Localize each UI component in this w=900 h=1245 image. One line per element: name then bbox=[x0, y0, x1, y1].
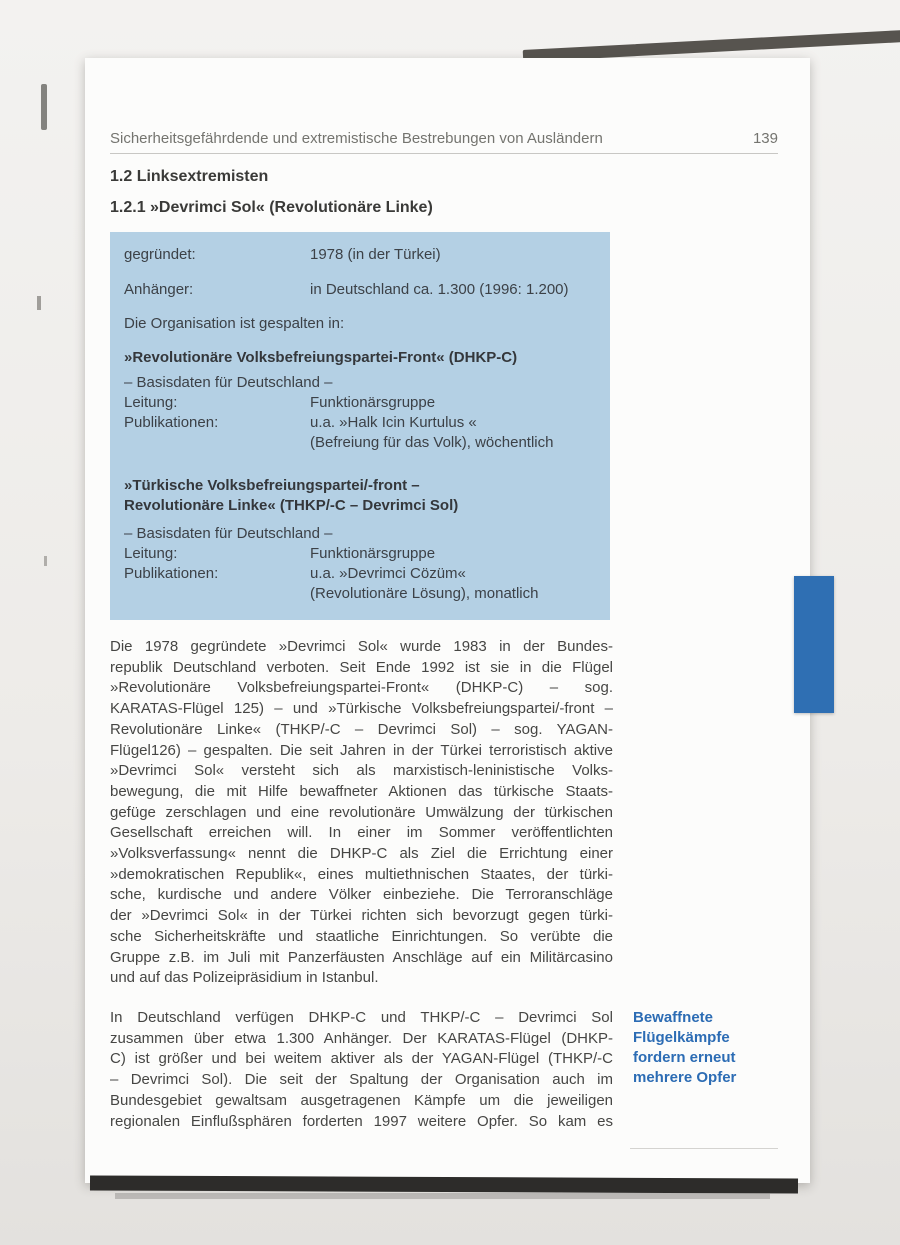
group2-title bbox=[124, 476, 596, 516]
text-line: sche, kurdische und andere Völker einbeziehe. Die Terroranschläge bbox=[110, 886, 613, 904]
text-line: mehrere Opfer bbox=[633, 1069, 737, 1086]
publikationen-value-line: u.a. »Halk Icin Kurtulus « bbox=[310, 414, 477, 431]
group2-title-line2: Revolutionäre Linke« (THKP/-C – Devrimci Sol) bbox=[124, 497, 459, 514]
text-line: und auf das Polizeipräsidium in Istanbul. bbox=[110, 969, 379, 987]
followers-row bbox=[124, 280, 596, 300]
document-page bbox=[85, 58, 810, 1183]
text-line: fordern erneut bbox=[633, 1049, 736, 1066]
page-edge-tab bbox=[794, 576, 834, 713]
scan-edge-bottom-shadow bbox=[115, 1193, 770, 1199]
bottom-rule bbox=[630, 1148, 778, 1149]
group2-title-line1: »Türkische Volksbefreiungspartei/-front – bbox=[124, 477, 420, 494]
publikationen-value-line: u.a. »Devrimci Cözüm« bbox=[310, 565, 466, 582]
scan-artifact bbox=[41, 84, 47, 130]
info-box bbox=[110, 232, 610, 620]
text-line: sche Sicherheitskräfte und staatliche Einrichtungen. So verübte die bbox=[110, 927, 613, 945]
leitung-value: Funktionärsgruppe bbox=[310, 394, 436, 411]
text-line: – Devrimci Sol). Die seit der Spaltung der Organisation auch im bbox=[110, 1071, 613, 1089]
text-line: zusammen über etwa 1.300 Anhänger. Der KARATAS-Flügel (DHKP- bbox=[110, 1029, 613, 1047]
scan-artifact bbox=[44, 556, 47, 566]
followers-label: Anhänger: bbox=[124, 281, 194, 298]
scan-edge-bottom bbox=[90, 1175, 798, 1193]
text-line: regionalen Einflußsphären forderten 1997 weitere Opfer. So kam es bbox=[110, 1112, 613, 1130]
group2-publikationen-row bbox=[124, 564, 596, 604]
founded-label: gegründet: bbox=[124, 246, 196, 263]
text-line: Bundesgebiet gewaltsam ausgetragenen Kämpfe um die jeweiligen bbox=[110, 1091, 613, 1109]
running-header-title: Sicherheitsgefährdende und extremistische Bestrebungen von Ausländern bbox=[110, 130, 603, 147]
publikationen-value-line: (Revolutionäre Lösung), monatlich bbox=[310, 585, 539, 602]
publikationen-value bbox=[310, 564, 596, 604]
founded-row bbox=[124, 245, 596, 265]
body-paragraph-2 bbox=[110, 1008, 613, 1132]
text-line: Bewaffnete bbox=[633, 1009, 714, 1026]
text-line: »Devrimci Sol« versteht sich als marxistisch-leninistische Volks- bbox=[110, 762, 613, 780]
text-line: Gesellschaft erreichen will. In einer im Sommer veröffentlichten bbox=[110, 824, 613, 842]
leitung-value: Funktionärsgruppe bbox=[310, 545, 436, 562]
text-line: In Deutschland verfügen DHKP-C und THKP/-C – Devrimci Sol bbox=[110, 1009, 613, 1026]
text-line: Gruppe z.B. im Juli mit Panzerfäusten Anschläge auf ein Militärcasino bbox=[110, 948, 613, 966]
leitung-label: Leitung: bbox=[124, 545, 178, 562]
publikationen-label: Publikationen: bbox=[124, 414, 219, 431]
text-line: C) ist größer und bei weitem aktiver als der YAGAN-Flügel (THKP/-C bbox=[110, 1050, 613, 1068]
followers-value: in Deutschland ca. 1.300 (1996: 1.200) bbox=[310, 281, 569, 298]
page-number: 139 bbox=[752, 130, 778, 147]
text-line: gefüge zerschlagen und eine revolutionäre Umwälzung der türkischen bbox=[110, 803, 613, 821]
leitung-label: Leitung: bbox=[124, 394, 178, 411]
group1-leitung-row bbox=[124, 393, 596, 413]
group1-title: »Revolutionäre Volksbefreiungspartei-Front« (DHKP-C) bbox=[124, 349, 518, 366]
group1-publikationen-row bbox=[124, 413, 596, 453]
text-line: der »Devrimci Sol« in der Türkei richten sich bevorzugt gegen türki- bbox=[110, 907, 613, 925]
body-paragraph-1 bbox=[110, 637, 613, 989]
margin-note bbox=[633, 1008, 798, 1088]
scan-artifact bbox=[37, 296, 41, 310]
subsection-heading: 1.2.1 »Devrimci Sol« (Revolutionäre Linke) bbox=[110, 199, 433, 216]
publikationen-value-line: (Befreiung für das Volk), wöchentlich bbox=[310, 434, 554, 451]
section-heading: 1.2 Linksextremisten bbox=[110, 168, 269, 185]
group1-basis: – Basisdaten für Deutschland – bbox=[124, 374, 333, 391]
text-line: »Revolutionäre Volksbefreiungspartei-Front« (DHKP-C) – sog. bbox=[110, 679, 613, 697]
text-line: Flügel126) – gespalten. Die seit Jahren in der Türkei terroristisch aktive bbox=[110, 741, 613, 759]
text-line: Revolutionäre Linke« (THKP/-C – Devrimci Sol) – sog. YAGAN- bbox=[110, 720, 613, 738]
split-note: Die Organisation ist gespalten in: bbox=[124, 315, 345, 332]
text-line: Flügelkämpfe bbox=[633, 1029, 730, 1046]
text-line: Die 1978 gegründete »Devrimci Sol« wurde 1983 in der Bundes- bbox=[110, 638, 613, 655]
text-line: »demokratischen Republik«, eines multiethnischen Staates, der türki- bbox=[110, 865, 613, 883]
page-header bbox=[110, 130, 778, 147]
publikationen-value bbox=[310, 413, 596, 453]
text-line: republik Deutschland verboten. Seit Ende 1992 ist sie in die Flügel bbox=[110, 658, 613, 676]
group2-leitung-row bbox=[124, 544, 596, 564]
group2-basis: – Basisdaten für Deutschland – bbox=[124, 525, 333, 542]
header-rule bbox=[110, 153, 778, 154]
text-line: »Volksverfassung« nennt die DHKP-C als Ziel die Errichtung einer bbox=[110, 845, 613, 863]
publikationen-label: Publikationen: bbox=[124, 565, 219, 582]
text-line: bewegung, die mit Hilfe bewaffneter Aktionen das türkische Staats- bbox=[110, 782, 613, 800]
founded-value: 1978 (in der Türkei) bbox=[310, 246, 441, 263]
text-line: KARATAS-Flügel 125) – und »Türkische Volksbefreiungspartei/-front – bbox=[110, 700, 613, 718]
